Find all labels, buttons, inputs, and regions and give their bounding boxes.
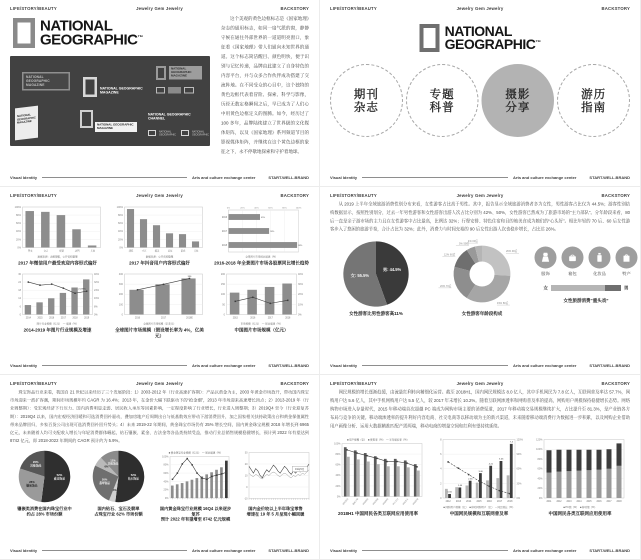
svg-text:4: 4 (440, 467, 442, 471)
svg-text:2013: 2013 (566, 501, 572, 503)
svg-text:26% 90后: 26% 90后 (505, 250, 518, 254)
svg-text:10: 10 (244, 474, 248, 478)
svg-text:28%镶嵌饰品: 28%镶嵌饰品 (26, 480, 38, 488)
chart-caption: 全球图片市场规模（假设增长率为 4%，亿美元） (115, 327, 204, 339)
header-left: LIFE/STORY/BEAUTY (10, 6, 57, 11)
svg-text:0%: 0% (17, 246, 21, 250)
svg-text:萌宠: 萌宠 (167, 250, 173, 253)
female-segment (551, 285, 605, 291)
slide-footer: Visual Identity Arts and culture exchange center START.WELL.BRAND (10, 363, 309, 368)
svg-text:58%: 58% (270, 230, 275, 233)
svg-text:30: 30 (244, 451, 248, 455)
svg-text:0: 0 (223, 313, 225, 317)
svg-text:1.44: 1.44 (457, 485, 463, 488)
svg-text:2016: 2016 (221, 216, 227, 219)
svg-text:20%: 20% (335, 484, 341, 488)
chart-card (330, 436, 426, 517)
svg-text:其他: 其他 (193, 250, 199, 253)
ng-frame-icon (156, 66, 166, 80)
svg-text:150: 150 (220, 283, 225, 287)
slide-header: LIFE/STORY/BEAUTY Jewelry Gem Jewelry BACKSTORY (10, 193, 309, 198)
svg-text:6%: 6% (104, 465, 109, 469)
svg-text:4%: 4% (112, 489, 117, 493)
shopping-bag-icon (616, 247, 638, 269)
svg-text:2017: 2017 (606, 501, 612, 503)
svg-text:0%: 0% (94, 313, 98, 317)
svg-text:52%钻石饰品: 52%钻石饰品 (128, 474, 139, 481)
wechat-content-preference-chart (11, 203, 105, 259)
svg-text:游戏: 游戏 (180, 250, 186, 253)
mini-block (168, 87, 181, 94)
slide-brand-story[interactable] (0, 0, 320, 187)
national-geographic-logo (330, 24, 630, 52)
svg-text:0.55: 0.55 (447, 491, 452, 494)
svg-text:2013: 2013 (455, 501, 461, 503)
svg-text:2018: 2018 (507, 501, 513, 503)
svg-text:40%: 40% (254, 207, 259, 210)
svg-text:2014: 2014 (25, 317, 31, 320)
svg-text:其他: 其他 (90, 250, 96, 253)
global-picture-market-chart (113, 270, 207, 326)
svg-text:动图: 动图 (74, 250, 80, 253)
chart-caption: 女性游客年龄段构成 (461, 311, 503, 317)
chart-card (423, 239, 541, 317)
slide-internet-users[interactable] (320, 375, 641, 560)
slide-header (10, 6, 309, 11)
svg-text:女: 55.5%: 女: 55.5% (350, 272, 370, 278)
mini-frame-icon (181, 130, 189, 136)
svg-text:2018: 2018 (221, 244, 227, 247)
svg-text:0: 0 (121, 313, 123, 317)
ng-frame-icon (420, 24, 440, 52)
svg-text:2016: 2016 (486, 501, 492, 503)
svg-text:0%: 0% (226, 207, 231, 210)
slide-header: LIFE/STORY/BEAUTY Jewelry Gem Jewelry BACKSTORY (10, 381, 309, 386)
split-bar (551, 285, 621, 291)
channel-logo: NATIONAL GEOGRAPHIC CHANNEL (148, 113, 191, 121)
svg-text:0%: 0% (336, 495, 341, 499)
svg-text:2018: 2018 (616, 501, 622, 503)
gender-split-bar (544, 285, 629, 292)
ng-frame-icon (13, 18, 35, 48)
svg-text:90%: 90% (516, 453, 522, 457)
chart-card (112, 270, 207, 339)
footer-right: START.WELL.BRAND (268, 175, 309, 180)
svg-text:30: 30 (18, 273, 21, 277)
slide-footer: Visual Identity Arts and culture exchange center START.WELL.BRAND (330, 175, 630, 180)
chart-caption: 2017 年微信用户最受欢迎内容形式偏好 (18, 260, 97, 266)
svg-text:100%: 100% (14, 205, 21, 209)
svg-text:2012: 2012 (556, 501, 562, 503)
svg-text:数据来源：公开资料整理: 数据来源：公开资料整理 (145, 255, 174, 259)
chart-card (113, 203, 207, 266)
circle-science: 专题 科普 (406, 64, 479, 137)
magazine-logo-light: NATIONAL GEOGRAPHIC MAGAZINE (100, 87, 143, 95)
svg-text:80%: 80% (282, 207, 287, 210)
chart-caption: 中国网民各类互联网应用使用率 (548, 511, 612, 516)
channel-sub-label: NATIONAL GEOGRAPHIC (192, 130, 209, 137)
svg-text:12% 60后: 12% 60后 (443, 253, 456, 257)
svg-text:40%: 40% (15, 230, 21, 234)
ng-wordmark: NATIONAL GEOGRAPHIC™ (40, 17, 143, 48)
svg-text:2016: 2016 (596, 501, 602, 503)
pc-mobile-stacked-chart (532, 436, 628, 510)
magazine-logo-boxed: NATIONAL GEOGRAPHIC MAGAZINE (22, 72, 70, 91)
slide-header: LIFE/STORY/BEAUTY Jewelry Gem Jewelry BACKSTORY (330, 6, 630, 11)
slide-footer (10, 176, 309, 181)
svg-text:0%: 0% (298, 313, 302, 317)
chart-card (158, 449, 233, 522)
svg-text:图片行业规模（亿元） — 增速（%）: 图片行业规模（亿元） — 增速（%） (36, 322, 79, 326)
chart-caption: 女性游客比男性游客高11% (349, 311, 403, 317)
svg-text:40%: 40% (117, 230, 123, 234)
svg-text:50: 50 (222, 303, 225, 307)
svg-text:2015: 2015 (232, 317, 238, 320)
svg-text:98%: 98% (298, 244, 303, 247)
svg-text:网络购物: 网络购物 (382, 498, 390, 506)
svg-text:32%: 32% (94, 281, 100, 285)
svg-text:100%: 100% (334, 442, 341, 446)
svg-text:2016: 2016 (134, 317, 141, 320)
svg-text:60%: 60% (163, 472, 169, 476)
svg-text:2015: 2015 (586, 501, 592, 503)
chart-caption: 女性旅游消费“重头戏” (563, 298, 609, 304)
svg-text:20: 20 (244, 463, 248, 467)
chart-card (431, 436, 527, 517)
chart-card (214, 203, 309, 266)
svg-text:网络新闻: 网络新闻 (362, 498, 370, 506)
circle-photography: 摄影 分享 (482, 64, 555, 137)
header-center: Jewelry Gem Jewelry (136, 6, 183, 11)
category-icons (535, 247, 638, 277)
handbag-icon (562, 247, 584, 269)
svg-text:100%: 100% (295, 207, 302, 210)
svg-text:全景图片市场同比增速（%）: 全景图片市场同比增速（%） (245, 255, 278, 259)
male-segment (605, 285, 621, 291)
svg-text:2019: 2019 (84, 317, 90, 320)
svg-text:18: 18 (18, 289, 21, 293)
svg-text:200: 200 (220, 273, 225, 277)
svg-text:2017: 2017 (497, 501, 503, 503)
gold-jewelry-recovery-chart (158, 449, 233, 505)
circle-travel: 游历 指南 (557, 64, 630, 137)
svg-text:2.36: 2.36 (468, 478, 473, 481)
svg-text:0%: 0% (119, 246, 123, 250)
svg-text:网络音乐: 网络音乐 (402, 498, 410, 506)
mini-frame-icon (156, 87, 165, 94)
svg-text:100%: 100% (162, 455, 169, 459)
chart-caption: 2016-2018 年全景图片市场各股票同比增长趋势 (214, 260, 309, 266)
svg-text:0%: 0% (516, 496, 521, 500)
svg-text:356: 356 (187, 276, 192, 279)
svg-text:搜索引擎: 搜索引擎 (352, 498, 360, 506)
svg-text:■ 黄金珠宝行业规模（亿元） — 同比增速（%）: ■ 黄金珠宝行业规模（亿元） — 同比增速（%） (168, 451, 223, 455)
svg-text:■ PC端（%） ■ 移动端（%）: ■ PC端（%） ■ 移动端（%） (563, 506, 597, 509)
svg-text:5.06: 5.06 (499, 458, 504, 461)
svg-text:60%: 60% (335, 463, 341, 467)
picture-industry-scale-chart (11, 270, 105, 326)
svg-text:5% 50后: 5% 50后 (458, 242, 469, 246)
svg-text:2017: 2017 (267, 317, 273, 320)
svg-text:30%: 30% (298, 283, 304, 287)
chart-card (238, 449, 313, 522)
svg-text:20%其他饰品: 20%其他饰品 (30, 460, 42, 468)
footer-center: Arts and culture exchange center (192, 175, 256, 180)
svg-text:40%: 40% (537, 477, 543, 481)
svg-text:40%: 40% (163, 480, 169, 484)
chart-card (11, 203, 105, 266)
svg-text:60%: 60% (268, 207, 273, 210)
svg-text:20%: 20% (15, 238, 21, 242)
svg-text:4% 00后: 4% 00后 (467, 240, 478, 244)
slide-picture-market[interactable] (0, 187, 320, 375)
svg-text:2014: 2014 (576, 501, 582, 503)
svg-text:视频: 视频 (59, 250, 64, 253)
svg-text:40%: 40% (335, 474, 341, 478)
footer-left: Visual Identity (10, 175, 38, 180)
svg-text:60%: 60% (117, 222, 123, 226)
channel-sub-label: NATIONAL GEOGRAPHIC (159, 130, 176, 137)
gem-share-pie-chart (84, 449, 153, 505)
svg-text:0%: 0% (538, 496, 543, 500)
svg-text:21.89%: 21.89% (78, 288, 86, 291)
category-specialty: 特产 (616, 247, 638, 277)
svg-text:8: 8 (440, 438, 442, 442)
svg-text:2018: 2018 (285, 317, 291, 320)
chart-caption: 2014-2019 年图片行业规模及增速 (23, 327, 92, 333)
svg-text:40%: 40% (298, 273, 304, 277)
svg-text:2011: 2011 (546, 501, 552, 503)
svg-text:8%: 8% (94, 305, 98, 309)
gender-share-pie-chart (330, 239, 422, 310)
slide-footer: Visual Identity Arts and culture exchange center START.WELL.BRAND (10, 548, 309, 553)
slide-header: LIFE/STORY/BEAUTY Jewelry Gem Jewelry BACKSTORY (330, 381, 630, 386)
svg-text:80%: 80% (15, 214, 21, 217)
svg-text:-10: -10 (243, 497, 248, 501)
jewelry-paragraph: 珠宝饰品行业来看，我国自 21 世纪以来经历了三个发展阶段：1）2003-2012 年（行业高速扩容期）：产品以黄金为主，2003 年黄金市场放开，带动国内珠宝市场迎来一波扩容潮，期间市场规模年均 CAGR 为 16.4%；2013 年，在金价大幅下跌驱动下的“抢金潮”，2013 年市场迎来高速增长顶点；2）2013-2019 年（行业调整期）：受宏观经济下行压力、国内消费明显走弱、居民收入承压等因素影响，一定程度影响了行业增长，行业进入调整期；3）2019Q4 至今（行业迎复苏期）：2019Q4 以来，国内宏观经济回暖和可选消费回补驱动，叠加房地产后周期出台与低基数效应带动下游消费回升，加之国家相关扶持政策出台和黄金保值属性带来品牌回归，多家百货公司出现可选消费回补回升势头；4）未来 2019-22 年期间，黄金珠宝市场仍有 25% 增长空间，国内黄金珠宝规模 2018 年增长到 6965 亿元，未来随着人均可支配收入增长与年轻消费群体崛起，钻石镶嵌、素金、古法金等各品类持续受益，推动行业总销售规模稳健增长，预计到 2022 年有望达到 8742 亿元，即 2018-2022 年期间的 CAGR 预计约为 5.9%。 (10, 389, 309, 444)
svg-text:3.40: 3.40 (478, 470, 483, 473)
chart-caption: 国内黄金珠宝行业规模 16Q4 以来逐步复苏 预计 2022 年有望增至 8742 亿元规模 (159, 506, 232, 522)
pillar-circles (330, 64, 630, 137)
svg-text:颜值: 颜值 (128, 250, 134, 253)
tourism-paragraph: 从 2019 上半年全域旅游消费性别分布来看，女性游客占比高于男性。其中，报告显示全域旅游消费者多为女性，男性游客占比仅为 44.5%；游客性别结构数据显示，按照性别划分，过去一年男性游客和女性游客出游人次占比分别为 42%、50%，女性游客已然成为了旅游市场的“主力部队”。分年龄段来看，80 后一直是亲子游市场的主力且在女性游客中占比最高，比例达 32%；行程安排、特色住宿和目的地美食成为她们的“心头好”。相比年轻的 70 后、60 后女性游客步入了悠闲的旅游节奏，合计占比为 32%；此外，消费力与时间充裕的 90 后女性出游人次也稳步增长，占比达 26%。 (330, 201, 630, 232)
ng-frame-icon (80, 110, 93, 128)
svg-text:12%其他饰品: 12%其他饰品 (107, 459, 119, 466)
svg-text:26%翡翠饰品: 26%翡翠饰品 (99, 478, 110, 486)
svg-text:40%: 40% (94, 273, 100, 277)
svg-text:7.4: 7.4 (509, 441, 513, 444)
panorama-growth-chart (214, 203, 308, 259)
netizen-paragraph: 网民规模的增长逐渐趋缓，由流量红利转向精细化运营。截至 2018H1，国内网民规模达 8.0 亿人，其中手机网民为 7.8 亿人，互联网普及率达 57.7%，网购用户达 5.6 亿人，其中手机网购用户达 5.5 亿人，较 2017 年末增长 10.2%。随着互联网渗透率和网购普及率的提高，网购用户规模保持稳健增长态势。网络购物市场进入存量时代，2015 年移动端首次超越 PC 端成为网购市场主要的消费渠道，2017 年移动端交易规模继续扩大，占比提升至 81.3%，是产业链各方布局与竞争的关键。移动端渗透率的提升利好内容电商、社交电商等以移动端为主的新兴渠道，未来随着移动端消费行为数据进一步积累，以及网购企业借助用户画像分析、运用大数据精准匹配产需两端，移动电商的增量空间和红利有望持续延续。 (330, 389, 630, 429)
svg-text:80%: 80% (117, 214, 123, 217)
svg-text:2015: 2015 (37, 317, 43, 320)
svg-text:才艺: 才艺 (141, 250, 147, 253)
chart-card (84, 449, 153, 522)
svg-text:24: 24 (18, 281, 21, 285)
svg-text:19年5月: 19年5月 (295, 468, 305, 472)
svg-text:■ 网购用户规模（亿） ■ 移动网购用户（亿） -- 同比增: ■ 网购用户规模（亿） ■ 移动网购用户（亿） -- 同比增长（%） (443, 506, 515, 509)
svg-text:20%: 20% (298, 293, 304, 297)
svg-text:2017: 2017 (221, 230, 227, 233)
svg-text:100: 100 (118, 303, 123, 307)
svg-text:2018: 2018 (72, 317, 78, 320)
svg-text:2016: 2016 (250, 317, 256, 320)
chart-card (215, 270, 309, 339)
mini-frame-icon (184, 87, 194, 94)
magazine-logo-chip: NATIONAL GEOGRAPHIC MAGAZINE (169, 66, 202, 79)
category-cosmetics: 化妆品 (589, 247, 611, 277)
svg-text:2012: 2012 (445, 501, 451, 503)
svg-text:0%: 0% (164, 497, 169, 501)
svg-text:6: 6 (19, 305, 21, 309)
svg-text:60%: 60% (516, 467, 522, 471)
ng-wordmark: NATIONAL GEOGRAPHIC™ (444, 23, 541, 52)
header-right: BACKSTORY (280, 6, 309, 11)
chart-card (330, 239, 422, 317)
national-geographic-logo (13, 18, 212, 48)
svg-text:2: 2 (440, 482, 442, 486)
svg-text:0: 0 (440, 496, 442, 500)
svg-text:300: 300 (118, 283, 123, 287)
svg-text:■ 用户规模（亿） ■ 使用率（%） — 半年增长率（%）: ■ 用户规模（亿） ■ 使用率（%） — 半年增长率（%） (346, 438, 410, 442)
chart-caption: 中国图片市场规模（亿元） (234, 327, 289, 333)
svg-text:2014: 2014 (466, 501, 472, 503)
chart-caption: 2018H1 中国网民各类互联网应用使用率 (337, 511, 419, 516)
svg-text:30%: 30% (516, 482, 522, 486)
svg-text:120%: 120% (536, 438, 543, 442)
svg-text:200: 200 (118, 293, 123, 297)
svg-text:0: 0 (19, 313, 21, 317)
svg-text:网上支付: 网上支付 (392, 498, 400, 506)
svg-text:即时通信: 即时通信 (342, 498, 350, 506)
svg-text:0: 0 (246, 486, 248, 490)
svg-text:24%: 24% (94, 289, 100, 293)
chart-card (532, 436, 628, 517)
svg-text:男: 44.5%: 男: 44.5% (382, 267, 402, 273)
svg-text:搞笑: 搞笑 (154, 250, 160, 253)
inlay-share-pie-chart (10, 449, 79, 505)
split-right-label: 男 (623, 285, 629, 291)
svg-text:2016: 2016 (49, 317, 55, 320)
douyin-content-preference-chart (113, 203, 207, 259)
dress-icon (535, 247, 557, 269)
svg-text:16%: 16% (94, 297, 100, 301)
category-bags: 箱包 (562, 247, 584, 277)
ng-frame-icon (83, 77, 97, 97)
svg-text:80%: 80% (163, 463, 169, 467)
chart-caption: 中国网民规模和互联网普及率 (449, 511, 509, 516)
slide-header: LIFE/STORY/BEAUTY Jewelry Gem Jewelry BACKSTORY (330, 193, 630, 198)
magazine-logo-chip2: NATIONAL GEOGRAPHIC MAGAZINE (95, 122, 137, 132)
chart-caption: 国内钻石、宝石及翡翠 占珠宝行业 62% 市场份额 (94, 506, 143, 517)
svg-text:45%: 45% (260, 216, 266, 219)
slide-footer: Visual Identity Arts and culture exchange center START.WELL.BRAND (330, 363, 630, 368)
chart-row (330, 436, 630, 517)
category-clothing: 服饰 (535, 247, 557, 277)
svg-text:20%: 20% (163, 488, 169, 492)
svg-text:60%: 60% (537, 467, 543, 471)
chart-card (11, 270, 105, 339)
svg-text:图文: 图文 (27, 250, 33, 253)
svg-text:52%素金饰品: 52%素金饰品 (53, 473, 66, 481)
svg-text:文字: 文字 (43, 250, 49, 253)
chart-caption: 镶嵌类消费在国内珠宝行业中 约占 28% 市场份额 (17, 506, 72, 517)
gold-price-line-chart (238, 449, 313, 505)
china-picture-market-chart (215, 270, 309, 326)
circle-periodical: 期刊 杂志 (330, 64, 403, 137)
slide-brand-pillars[interactable] (320, 0, 641, 187)
shopping-categories-block (535, 239, 638, 317)
cosmetic-bottle-icon (589, 247, 611, 269)
svg-text:2017: 2017 (160, 317, 167, 320)
slide-footer: Visual Identity Arts and culture exchange center START.WELL.BRAND (330, 548, 630, 553)
svg-text:网络视频: 网络视频 (372, 498, 380, 506)
svg-text:120%: 120% (516, 438, 523, 442)
chart-row (330, 239, 630, 317)
app-usage-chart (330, 436, 426, 510)
svg-text:400: 400 (118, 273, 123, 277)
svg-text:市场规模（亿元） — 同比增速（%）: 市场规模（亿元） — 同比增速（%） (240, 322, 283, 326)
chart-card (10, 449, 79, 522)
svg-text:20% 70后: 20% 70后 (440, 284, 452, 288)
svg-text:20%: 20% (537, 487, 543, 491)
chart-caption: 2017 年抖音用户内容形式偏好 (129, 260, 190, 266)
svg-text:100: 100 (220, 293, 225, 297)
svg-text:6: 6 (440, 453, 442, 457)
svg-text:20%: 20% (117, 238, 123, 242)
svg-text:33% 80后: 33% 80后 (496, 302, 509, 306)
svg-text:数据来源：企鹅智酷，公开资料整理: 数据来源：企鹅智酷，公开资料整理 (37, 255, 78, 259)
slide-female-tourists[interactable] (320, 187, 641, 375)
mini-frame-icon (148, 130, 156, 136)
brand-story-paragraph: 这个美观的黄色边框标志是《国家地理》杂志的通用标志，如同一扇气派的窗，静静守候在通往外部世界的一道道明亮窗口，象征着《国家地理》带人们通向未知世界的通道。这个标志简洁醒目、颜色明快，便于识别与记忆传递，品牌由此建立了自身特色的内容平台，并与众多合作伙伴成功搭建了交流阵地。在不同受众的心目中，这个独特的黄色边框代表着冒险、探索、科学与影像，历经无数定格瞬间之后，早已成为了人们心中用黄色边框定义的图腾。如今，经历过了 100 多年，品牌陆续建立了世界级的文化媒体矩阵，以及《国家地理》系列频道节目的影视媒体矩阵，并继续在这个黄色边框的象征之下，永不停歇地探索和守护着地球。 (221, 16, 309, 154)
svg-text:100%: 100% (116, 205, 123, 209)
chart-grid (10, 203, 309, 339)
svg-text:2015: 2015 (476, 501, 482, 503)
svg-text:2018E: 2018E (186, 317, 193, 320)
svg-text:60%: 60% (15, 222, 21, 226)
svg-text:80%: 80% (537, 457, 543, 461)
age-structure-donut-chart (423, 239, 541, 310)
logo-showcase-panel (10, 56, 210, 146)
svg-text:80%: 80% (335, 453, 341, 456)
netizen-scale-chart (431, 436, 527, 510)
chart-caption: 国内金价较以上半年珠宝零售 增速在 19 年 5 月呈现小幅回暖 (246, 506, 305, 517)
chart-row (10, 449, 309, 522)
footer-rule (42, 177, 187, 178)
slide-jewelry-industry[interactable] (0, 375, 320, 560)
split-left-label: 女 (543, 285, 549, 291)
svg-text:20%: 20% (240, 207, 245, 210)
svg-text:网络游戏: 网络游戏 (412, 498, 420, 506)
svg-text:2017: 2017 (60, 317, 66, 320)
svg-text:12: 12 (18, 297, 21, 301)
svg-text:10%: 10% (298, 303, 304, 307)
svg-text:全球图片市场规模（亿美元）: 全球图片市场规模（亿美元） (143, 322, 176, 326)
svg-text:4.41: 4.41 (488, 463, 494, 466)
svg-text:100%: 100% (536, 448, 543, 452)
magazine-cover-door: NATIONAL GEOGRAPHIC MAGAZINE (15, 106, 38, 141)
